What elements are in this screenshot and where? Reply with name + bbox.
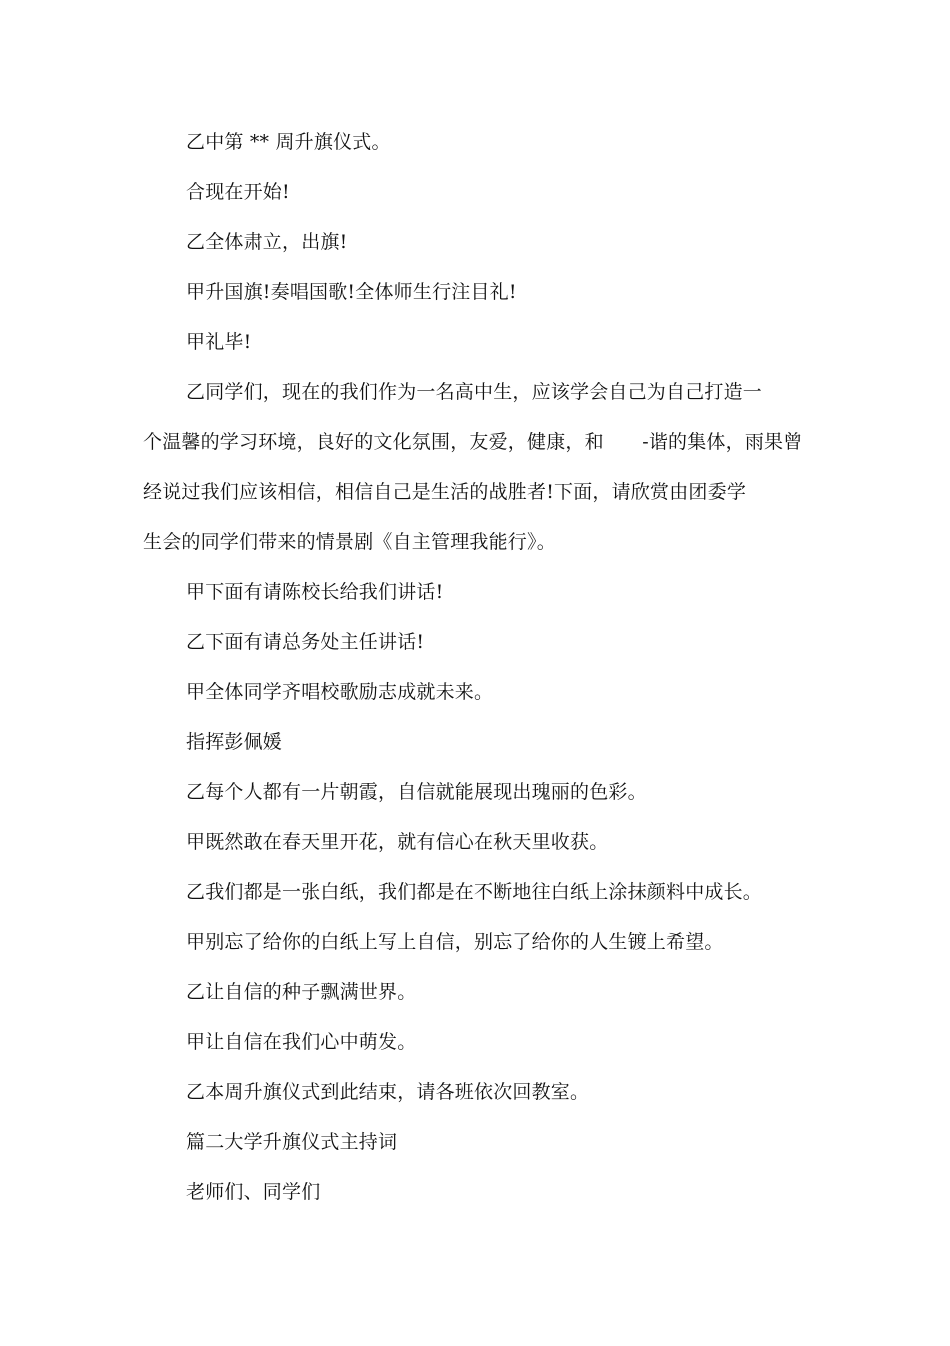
- text-line: 乙同学们，现在的我们作为一名高中生，应该学会自己为自己打造一: [186, 381, 763, 403]
- text-line: 乙全体肃立，出旗!: [186, 231, 348, 253]
- text-line: 乙中第 ** 周升旗仪式。: [186, 131, 391, 153]
- text-line: 甲下面有请陈校长给我们讲话!: [186, 581, 444, 603]
- text-line: 指挥彭佩媛: [186, 731, 283, 753]
- section-heading: 篇二大学升旗仪式主持词: [186, 1131, 398, 1153]
- text-line: 乙让自信的种子飘满世界。: [186, 981, 417, 1003]
- text-line: 老师们、同学们: [186, 1181, 321, 1203]
- text-line: 乙本周升旗仪式到此结束，请各班依次回教室。: [186, 1081, 590, 1103]
- text-line: 甲全体同学齐唱校歌励志成就未来。: [186, 681, 494, 703]
- text-line: 乙每个人都有一片朝霞，自信就能展现出瑰丽的色彩。: [186, 781, 647, 803]
- text-line: 经说过我们应该相信，相信自己是生活的战胜者!下面，请欣赏由团委学: [143, 481, 747, 503]
- text-line: 甲礼毕!: [186, 331, 252, 353]
- text-line: 甲既然敢在春天里开花，就有信心在秋天里收获。: [186, 831, 609, 853]
- text-line: 甲别忘了给你的白纸上写上自信，别忘了给你的人生镀上希望。: [186, 931, 724, 953]
- text-line: 甲升国旗!奏唱国歌!全体师生行注目礼!: [186, 281, 517, 303]
- text-line: 个温馨的学习环境，良好的文化氛围，友爱，健康，和 -谐的集体，雨果曾: [143, 431, 803, 453]
- text-line: 合现在开始!: [186, 181, 290, 203]
- text-line: 甲让自信在我们心中萌发。: [186, 1031, 417, 1053]
- text-line: 乙我们都是一张白纸，我们都是在不断地往白纸上涂抹颜料中成长。: [186, 881, 763, 903]
- text-line: 乙下面有请总务处主任讲话!: [186, 631, 425, 653]
- text-line: 生会的同学们带来的情景剧《自主管理我能行》。: [143, 531, 556, 553]
